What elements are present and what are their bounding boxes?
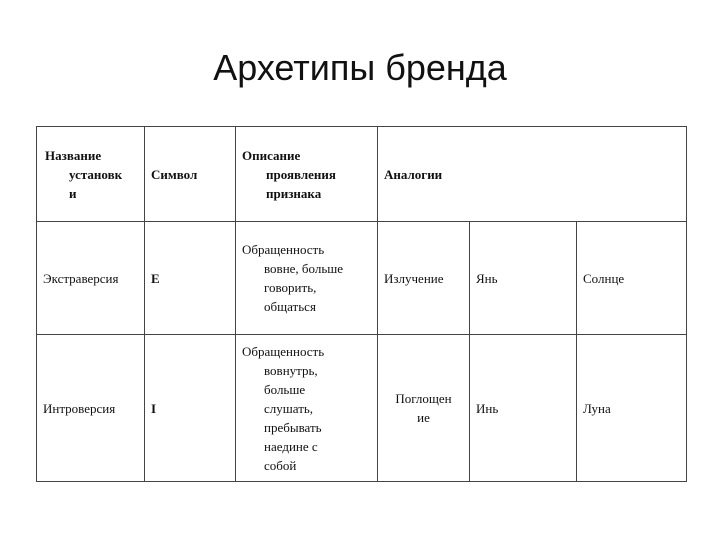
table-row [37, 335, 687, 482]
header-description: Описание проявления признака [236, 127, 378, 222]
archetypes-table [36, 126, 687, 482]
row-description: Обращенность вовне, больше говорить, общаться [236, 222, 378, 335]
row-symbol: I [145, 335, 236, 482]
header-analogies: Аналогии [378, 127, 687, 222]
row-analogy-3: Солнце [577, 222, 687, 335]
table-row [37, 222, 687, 335]
row-description: Обращенность вовнутрь, больше слушать, пребывать наедине с собой [236, 335, 378, 482]
header-symbol: Символ [145, 127, 236, 222]
row-analogy-3: Луна [577, 335, 687, 482]
page-title: Архетипы бренда [213, 47, 507, 88]
row-symbol: E [145, 222, 236, 335]
header-row [37, 127, 687, 222]
header-name: Название установк и [37, 127, 145, 222]
row-analogy-1: Поглощен ие [378, 335, 470, 482]
row-name: Экстраверсия [37, 222, 145, 335]
row-analogy-2: Янь [470, 222, 577, 335]
row-name: Интроверсия [37, 335, 145, 482]
row-analogy-2: Инь [470, 335, 577, 482]
row-analogy-1: Излучение [378, 222, 470, 335]
